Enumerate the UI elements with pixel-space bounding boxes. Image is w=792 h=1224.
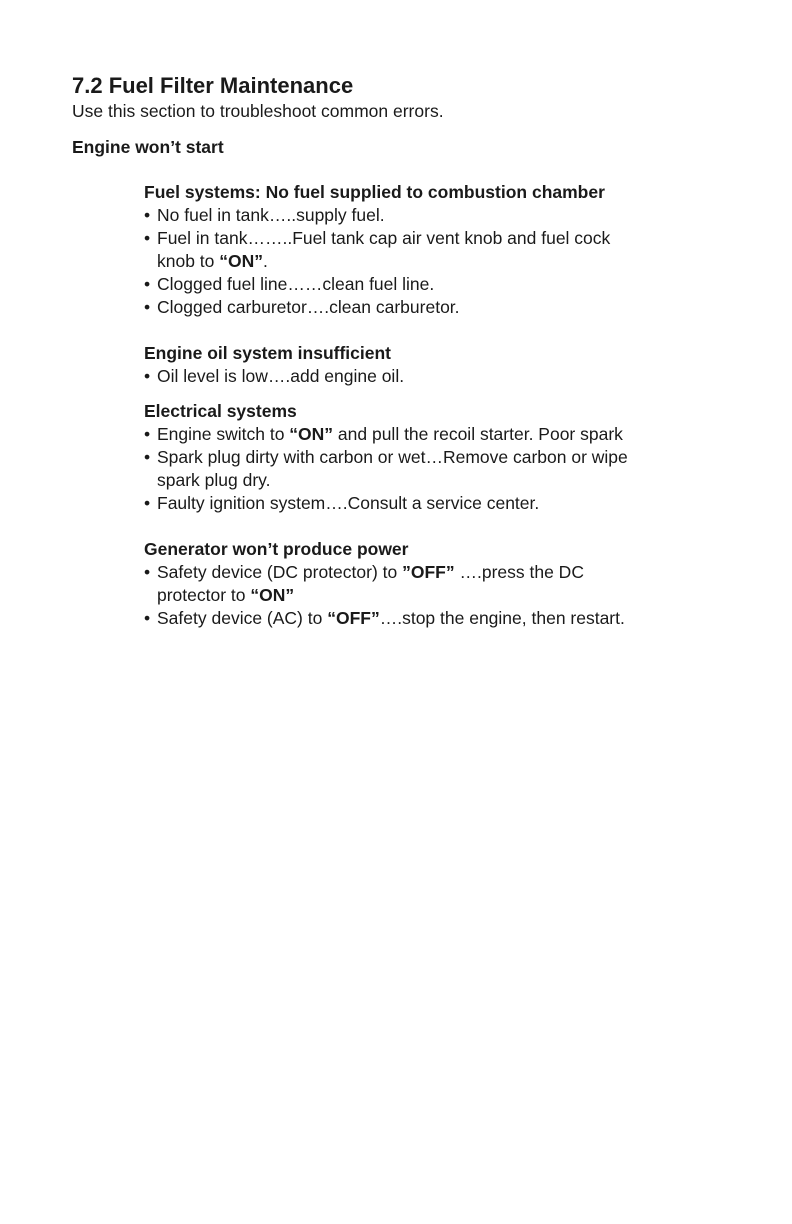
item-text: and pull the recoil starter. Poor spark [333,424,623,444]
section-heading: Generator won’t produce power [144,539,409,559]
fuel-systems-section [144,181,724,319]
item-text: Safety device (AC) to [157,608,328,628]
section-heading: Electrical systems [144,401,297,421]
list-item [144,365,724,388]
troubleshoot-list [144,423,724,515]
item-line [157,204,724,227]
item-text: . [263,251,268,271]
list-item [144,492,724,515]
item-text: Clogged fuel line……clean fuel line. [157,274,435,294]
list-item [144,446,724,492]
emphasis-text: “ON” [219,251,264,271]
item-line [157,423,724,446]
bullet-icon: • [144,493,151,513]
page-title: 7.2 Fuel Filter Maintenance [72,73,354,98]
item-line [157,584,724,607]
list-item [144,423,724,446]
item-text: No fuel in tank…..supply fuel. [157,205,385,225]
bullet-icon: • [144,297,151,317]
electrical-systems-section [144,400,724,515]
section-heading: Engine oil system insufficient [144,343,391,363]
item-text: ….stop the engine, then restart. [379,608,625,628]
emphasis-text: “OFF” [327,608,380,628]
bullet-icon: • [144,447,151,467]
list-item [144,273,724,296]
item-line [157,227,724,250]
bullet-icon: • [144,274,151,294]
item-line [157,492,724,515]
item-line [157,561,724,584]
bullet-icon: • [144,205,151,225]
engine-oil-section [144,342,724,388]
item-line [157,446,724,469]
item-text: Fuel in tank……..Fuel tank cap air vent knob and fuel cock [157,228,611,248]
item-line [157,365,724,388]
generator-power-section [144,538,724,630]
item-line [157,469,724,492]
troubleshoot-list [144,204,724,319]
item-text: Spark plug dirty with carbon or wet…Remove carbon or wipe [157,447,628,467]
item-text: Faulty ignition system….Consult a service center. [157,493,540,513]
intro-text: Use this section to troubleshoot common errors. [72,101,444,121]
list-item [144,296,724,319]
bullet-icon: • [144,228,151,248]
engine-wont-start-heading: Engine won’t start [72,137,224,157]
troubleshoot-list [144,365,724,388]
emphasis-text: “ON” [250,585,295,605]
item-line [157,296,724,319]
item-text: knob to [157,251,220,271]
item-text: ….press the DC [454,562,584,582]
list-item [144,607,724,630]
emphasis-text: ”OFF” [402,562,455,582]
item-line [157,273,724,296]
list-item [144,204,724,227]
bullet-icon: • [144,562,151,582]
troubleshoot-list [144,561,724,630]
item-text: Safety device (DC protector) to [157,562,403,582]
list-item [144,561,724,607]
bullet-icon: • [144,608,151,628]
bullet-icon: • [144,366,151,386]
list-item [144,227,724,273]
item-text: Oil level is low….add engine oil. [157,366,405,386]
emphasis-text: “ON” [289,424,334,444]
item-text: protector to [157,585,251,605]
bullet-icon: • [144,424,151,444]
item-line [157,250,724,273]
item-text: spark plug dry. [157,470,271,490]
item-text: Engine switch to [157,424,290,444]
item-text: Clogged carburetor….clean carburetor. [157,297,460,317]
section-heading: Fuel systems: No fuel supplied to combustion chamber [144,182,605,202]
item-line [157,607,724,630]
